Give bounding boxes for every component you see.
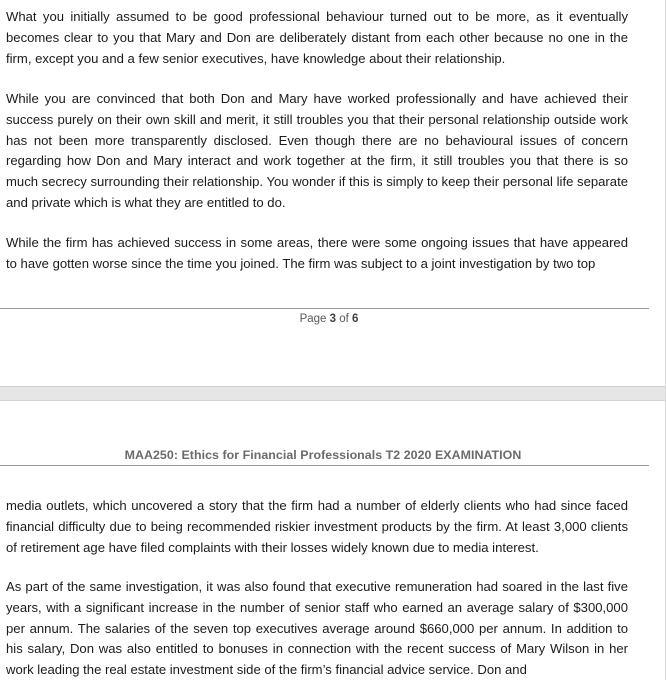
footer-divider — [0, 308, 649, 309]
paragraph-firm-issues: While the firm has achieved success in some areas, there were some ongoing issues that have appeared to have gotten worse since the time you joined. The firm was subject to a joint investigation by two top — [6, 235, 628, 271]
paragraph-media-investigation: media outlets, which uncovered a story that the firm had a number of elderly clients who had since faced financial difficulty due to being recommended riskier investment products by the firm. At least 3,000 clients of retirement age have filed complaints with their losses widely known due to media interest. — [6, 498, 628, 555]
current-page-number: 3 — [329, 313, 337, 325]
total-page-count: 6 — [352, 313, 359, 325]
header-divider — [0, 465, 649, 466]
page-word: Page — [299, 313, 327, 325]
page-header-title: MAA250: Ethics for Financial Professionals T2 2020 EXAMINATION — [124, 448, 522, 462]
page-break-gap — [0, 386, 666, 401]
paragraph-transparency-concern: While you are convinced that both Don and Mary have worked professionally and have achieved their success purely on their own skill and merit, it still troubles you that their personal relationship outside work has not been more transparently disclosed. Even though there are no behavioural issues of concern regarding how Don and Mary interact and work together at the firm, it still troubles you that there is so much secrecy surrounding their relationship. You wonder if this is simply to keep their personal life separate and private which is what they are entitled to do. — [6, 91, 628, 210]
page-number-footer — [0, 313, 658, 325]
of-word: of — [339, 313, 349, 325]
paragraph-executive-remuneration: As part of the same investigation, it was also found that executive remuneration had soared in the last five years, with a significant increase in the number of senior staff who earned an average salary of $300,000 per annum. The salaries of the seven top executives average around $660,000 per annum. In addition to his salary, Don was also entitled to bonuses in connection with the recent success of Mary Wilson in her work leading the real estate investment side of the firm’s financial advice service. Don and — [6, 579, 628, 678]
document-page-4 — [0, 401, 666, 680]
paragraph-relationship-secrecy: What you initially assumed to be good professional behaviour turned out to be more, as it eventually becomes clear to you that Mary and Don are deliberately distant from each other because no one in the firm, except you and a few senior executives, have knowledge about their relationship. — [6, 9, 628, 66]
